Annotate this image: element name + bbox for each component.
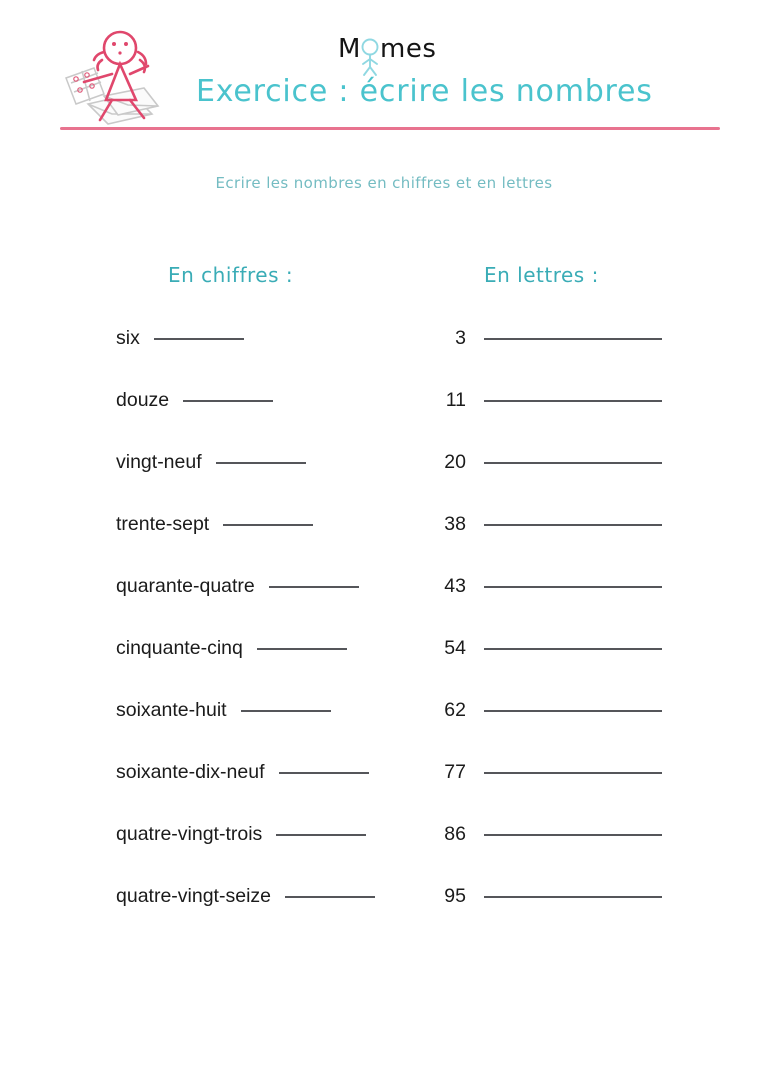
word-answer-blank[interactable] [484, 709, 662, 712]
digit-answer-blank[interactable] [257, 647, 347, 650]
digit-answer-blank[interactable] [216, 461, 306, 464]
exercise-row [0, 566, 768, 628]
word-to-number-item [116, 380, 416, 420]
number-to-word-item [424, 628, 674, 668]
momes-brand-logo[interactable] [336, 27, 446, 79]
number-to-word-item [424, 566, 674, 606]
word-answer-blank[interactable] [484, 895, 662, 898]
number-word-label: trente-sept [116, 512, 210, 535]
exercise-row [0, 814, 768, 876]
word-to-number-item [116, 566, 416, 606]
number-word-label: soixante-huit [116, 698, 227, 721]
column-header-chiffres: En chiffres : [168, 263, 294, 287]
digit-label: 77 [444, 760, 466, 783]
digit-answer-blank[interactable] [279, 771, 369, 774]
word-answer-blank[interactable] [484, 523, 662, 526]
digit-answer-blank[interactable] [223, 523, 313, 526]
page-header [0, 0, 768, 140]
svg-text:M: M [338, 34, 361, 64]
exercise-row [0, 628, 768, 690]
word-answer-blank[interactable] [484, 337, 662, 340]
number-word-label: quarante-quatre [116, 574, 255, 597]
digit-label: 38 [444, 512, 466, 535]
word-answer-blank[interactable] [484, 647, 662, 650]
number-word-label: soixante-dix-neuf [116, 760, 265, 783]
word-to-number-item [116, 628, 416, 668]
word-to-number-item [116, 504, 416, 544]
digit-label: 11 [445, 388, 466, 411]
number-to-word-item [424, 814, 674, 854]
digit-label: 20 [444, 450, 466, 473]
instructions-text: Ecrire les nombres en chiffres et en lettres [215, 174, 553, 192]
header-divider [60, 127, 720, 130]
word-to-number-item [116, 876, 416, 916]
digit-label: 43 [444, 574, 466, 597]
exercise-grid [0, 318, 768, 938]
digit-answer-blank[interactable] [269, 585, 359, 588]
word-to-number-item [116, 690, 416, 730]
exercise-row [0, 442, 768, 504]
number-word-label: quatre-vingt-seize [116, 884, 271, 907]
digit-answer-blank[interactable] [276, 833, 366, 836]
number-to-word-item [424, 318, 674, 358]
word-answer-blank[interactable] [484, 399, 662, 402]
digit-label: 86 [444, 822, 466, 845]
digit-label: 3 [455, 326, 466, 349]
column-header-lettres: En lettres : [484, 263, 599, 287]
number-to-word-item [424, 442, 674, 482]
word-to-number-item [116, 752, 416, 792]
number-to-word-item [424, 876, 674, 916]
number-word-label: quatre-vingt-trois [116, 822, 263, 845]
word-answer-blank[interactable] [484, 833, 662, 836]
exercise-row [0, 504, 768, 566]
exercise-row [0, 876, 768, 938]
number-to-word-item [424, 752, 674, 792]
word-answer-blank[interactable] [484, 461, 662, 464]
word-answer-blank[interactable] [484, 771, 662, 774]
number-to-word-item [424, 380, 674, 420]
word-answer-blank[interactable] [484, 585, 662, 588]
digit-answer-blank[interactable] [154, 337, 244, 340]
exercise-row [0, 380, 768, 442]
svg-text:mes: mes [380, 34, 437, 64]
number-word-label: cinquante-cinq [116, 636, 243, 659]
digit-label: 54 [444, 636, 466, 659]
page-title: Exercice : écrire les nombres [196, 74, 653, 109]
digit-label: 95 [444, 884, 466, 907]
girl-with-papers-illustration [58, 22, 178, 130]
number-word-label: vingt-neuf [116, 450, 202, 473]
number-to-word-item [424, 690, 674, 730]
word-to-number-item [116, 814, 416, 854]
exercise-row [0, 690, 768, 752]
digit-answer-blank[interactable] [183, 399, 273, 402]
word-to-number-item [116, 442, 416, 482]
exercise-row [0, 318, 768, 380]
number-word-label: six [116, 326, 140, 349]
exercise-row [0, 752, 768, 814]
digit-answer-blank[interactable] [241, 709, 331, 712]
digit-answer-blank[interactable] [285, 895, 375, 898]
number-word-label: douze [116, 388, 170, 411]
digit-label: 62 [444, 698, 466, 721]
number-to-word-item [424, 504, 674, 544]
word-to-number-item [116, 318, 416, 358]
